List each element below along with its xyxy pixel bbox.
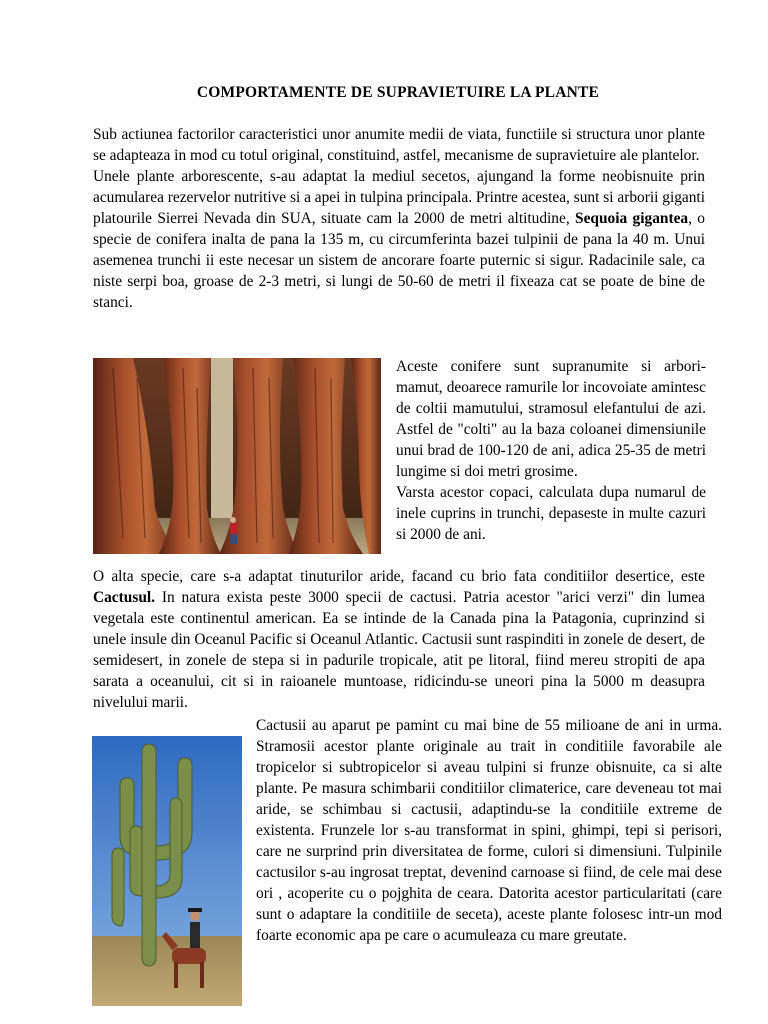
cactus-text-after: In natura exista peste 3000 specii de cactusi. Patria acestor "arici verzi" din lumea vegetala este continentul american. Ea se intinde de la Canada pina la Patagonia, cuprinzind si unele insule din Oceanul Pacific si Oceanul Atlantic. Cactusii sunt raspinditi in zonele de desert, de semidesert, in zonele de stepa si in padurile tropicale, atit pe litoral, fiind mereu stropiti de apa sarata a oceanului, cit si in raioanele muntoase, ridicindu-se uneori pina la 5000 m deasupra nivelului marii. (93, 589, 705, 711)
cactus-paragraph (93, 566, 705, 713)
intro-text: Sub actiunea factorilor caracteristici unor anumite medii de viata, functiile si structura unor plante se adapteaza in mod cu totul original, constituind, astfel, mecanisme de supravietuire ale plantelor. (93, 126, 705, 164)
document-title: COMPORTAMENTE DE SUPRAVIETUIRE LA PLANTE (196, 84, 600, 101)
cactus-photo (92, 736, 242, 1006)
sequoia-text-after: , o specie de conifera inalta de pana la 135 m, cu circumferinta bazei tulpinii de pana la 40 m. Unui asemenea trunchi ii este necesar un sistem de ancorare foarte puternic si sigur. Radacinile sale, ca niste serpi boa, groase de 2-3 metri, si lungi de 50-60 de metri il fixeaza cat se poate de bine de stanci. (93, 210, 706, 311)
sequoia-text-before: Unele plante arborescente, s-au adaptat la mediul secetos, ajungand la forme neobisnuite prin acumularea rezervelor nutritive si a apei in tulpina principala. Printre acestea, sunt si arborii giganti platourile Sierrei Nevada din SUA, situate cam la 2000 de metri altitudine, (93, 168, 705, 227)
mammoth-text: Aceste conifere sunt supranumite si arbori-mamut, deoarece ramurile lor incovoiate amintesc de coltii mamutului, stramosul elefantului de azi. Astfel de "colti" au la baza coloanei dimensiunile unui brad de 100-120 de ani, adica 25-35 de metri lungime si doi metri grosime. (396, 358, 706, 480)
age-text: Varsta acestor copaci, calculata dupa numarul de inele cuprins in trunchi, depaseste in multe cazuri si 2000 de ani. (396, 484, 706, 543)
cactus-text-before: O alta specie, care s-a adaptat tinuturilor aride, facand cu brio fata conditiilor desertice, este (93, 568, 705, 585)
cactus-species-name: Cactusul. (93, 589, 155, 606)
sequoia-species-name: Sequoia gigantea (575, 210, 689, 227)
intro-paragraph (93, 124, 705, 313)
mammoth-paragraph (396, 356, 706, 545)
sequoia-paragraph (93, 166, 705, 313)
sequoia-photo (93, 358, 381, 554)
evolution-paragraph: Cactusii au aparut pe pamint cu mai bine de 55 milioane de ani in urma. Stramosii acestor plante originale au trait in conditiile favorabile ale tropicelor si subtropicelor si aveau tulpini si frunze obisnuite, ca si alte plante. Pe masura schimbarii conditiilor climaterice, care deveneau tot mai aride, se schimbau si cactusii, adaptindu-se la conditiile extreme de existenta. Frunzele lor s-au transformat in spini, ghimpi, tepi si perisori, care ne surprind prin diversitatea de forme, culori si dimensiuni. Tulpinile cactusilor s-au ingrosat treptat, devenind carnoase si fiind, de cele mai dese ori , acoperite cu o pojghita de ceara. Datorita acestor particularitati (care sunt o adaptare la conditiile de seceta), aceste plante folosesc intr-un mod foarte economic apa pe care o acumuleaza cu mare greutate. (256, 717, 722, 944)
